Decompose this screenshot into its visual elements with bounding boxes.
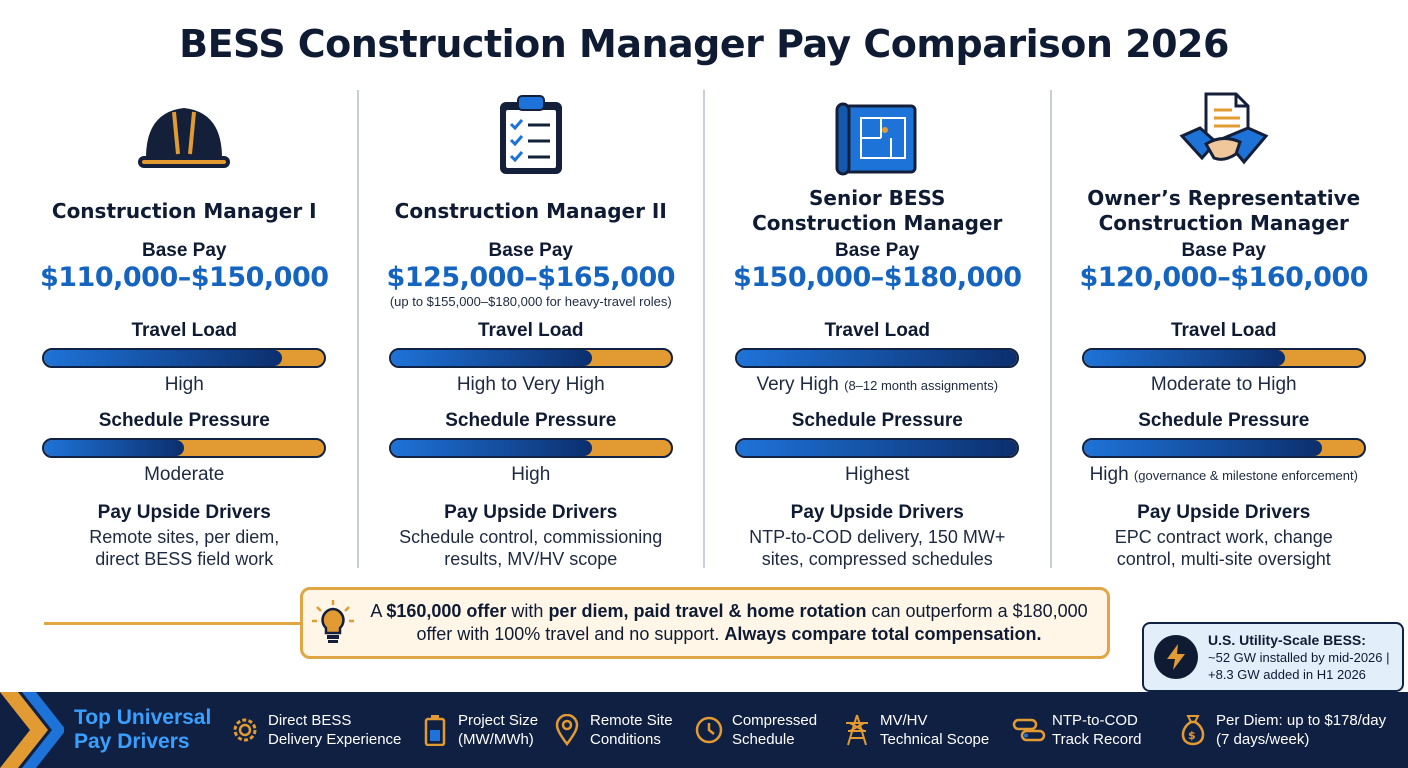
travel-load-bar [735,348,1019,368]
schedule-pressure-fill [1084,440,1322,456]
money-bag-icon [1176,713,1210,747]
travel-load-fill [737,350,1017,366]
base-pay-label: Base Pay [834,240,920,261]
footer-item: Project Size (MW/MWh) [418,692,538,768]
footer-item: Direct BESS Delivery Experience [228,692,401,768]
page-title: BESS Construction Manager Pay Comparison 2026 [179,22,1229,66]
pay-note [12,294,357,310]
pay-upside-label: Pay Upside Drivers [790,502,964,523]
travel-load-label: Travel Load [1170,320,1277,341]
travel-load-bar [1082,348,1366,368]
total-compensation-callout [300,587,1110,659]
pay-upside-label: Pay Upside Drivers [444,502,618,523]
travel-load-value: High to Very High [456,374,605,395]
base-pay-label: Base Pay [488,240,573,261]
travel-load-value: High [164,374,204,395]
role-columns [12,90,1396,568]
footer-item: $ Per Diem: up to $178/day (7 days/week) [1176,692,1386,768]
footer-item: MV/HV Technical Scope [840,692,989,768]
lightbulb-icon [303,599,363,647]
schedule-pressure-bar [735,438,1019,458]
location-pin-icon [550,713,584,747]
role-title: Construction Manager I [51,198,317,223]
footer-item: Remote Site Conditions [550,692,673,768]
base-pay-value: $120,000–$160,000 [1079,262,1369,293]
bess-stat-text: U.S. Utility-Scale BESS: ~52 GW installed by mid-2026 | +8.3 GW added in H1 2026 [1208,631,1390,682]
schedule-pressure-fill [737,440,1017,456]
pay-note: (up to $155,000–$180,000 for heavy-travel roles) [389,294,672,309]
base-pay-value: $110,000–$150,000 [39,262,329,293]
travel-load-label: Travel Load [824,320,931,341]
hard-hat-icon [12,90,357,176]
travel-load-fill [391,350,593,366]
footer-title: Top Universal Pay Drivers [74,706,212,753]
pay-note [1052,294,1397,310]
bess-stat-box [1142,622,1404,692]
pay-upside-drivers: EPC contract work, change control, multi-site oversight [1114,527,1333,569]
schedule-pressure-bar [1082,438,1366,458]
timeline-icon [1012,713,1046,747]
pay-upside-drivers: Schedule control, commissioning results, MV/HV scope [399,527,663,569]
travel-load-label: Travel Load [477,320,584,341]
blueprint-icon [705,90,1050,176]
callout-text: A $160,000 offer with per diem, paid travel & home rotation can outperform a $180,000 offer with 100% travel and no support. Always compare total compensation. [370,601,1088,644]
pay-drivers-footer [0,692,1408,768]
schedule-pressure-fill [391,440,593,456]
base-pay-label: Base Pay [141,240,227,261]
schedule-pressure-value: High (governance & milestone enforcement) [1089,464,1358,485]
footer-item: Compressed Schedule [692,692,817,768]
handshake-contract-icon [1052,90,1397,176]
schedule-pressure-label: Schedule Pressure [445,410,617,431]
transmission-tower-icon [840,713,874,747]
travel-load-value: Very High (8–12 month assignments) [756,374,999,395]
svg-text:$: $ [1188,729,1196,742]
role-title: Senior BESS Construction Manager [752,186,1003,235]
pay-upside-label: Pay Upside Drivers [1137,502,1311,523]
schedule-pressure-label: Schedule Pressure [98,410,270,431]
travel-load-fill [1084,350,1286,366]
pay-upside-drivers: Remote sites, per diem, direct BESS field work [89,527,280,569]
callout-connector [44,622,304,625]
travel-load-bar [42,348,326,368]
pay-note [705,294,1050,310]
schedule-pressure-label: Schedule Pressure [1138,410,1310,431]
role-column [12,90,357,568]
travel-load-bar [389,348,673,368]
schedule-pressure-label: Schedule Pressure [791,410,963,431]
schedule-pressure-bar [389,438,673,458]
role-column [703,90,1050,568]
role-column [1050,90,1397,568]
travel-load-fill [44,350,282,366]
base-pay-label: Base Pay [1181,240,1266,261]
gear-icon [228,713,262,747]
chevron-decoration-icon [0,692,64,768]
travel-load-value: Moderate to High [1150,374,1297,395]
role-column [357,90,704,568]
battery-icon [418,713,452,747]
base-pay-value: $125,000–$165,000 [386,262,676,293]
travel-load-label: Travel Load [131,320,238,341]
schedule-pressure-value: Moderate [144,464,225,485]
clipboard-checklist-icon [359,90,704,176]
role-title: Owner’s Representative Construction Manager [1087,186,1361,235]
role-title: Construction Manager II [394,198,667,223]
pay-upside-drivers: NTP-to-COD delivery, 150 MW+ sites, compressed schedules [749,527,1006,569]
clock-icon [692,713,726,747]
schedule-pressure-bar [42,438,326,458]
pay-upside-label: Pay Upside Drivers [97,502,271,523]
footer-item: NTP-to-COD Track Record [1012,692,1141,768]
schedule-pressure-value: Highest [845,464,910,485]
schedule-pressure-fill [44,440,184,456]
schedule-pressure-value: High [511,464,551,485]
base-pay-value: $150,000–$180,000 [732,262,1022,293]
lightning-bolt-icon [1154,635,1198,679]
